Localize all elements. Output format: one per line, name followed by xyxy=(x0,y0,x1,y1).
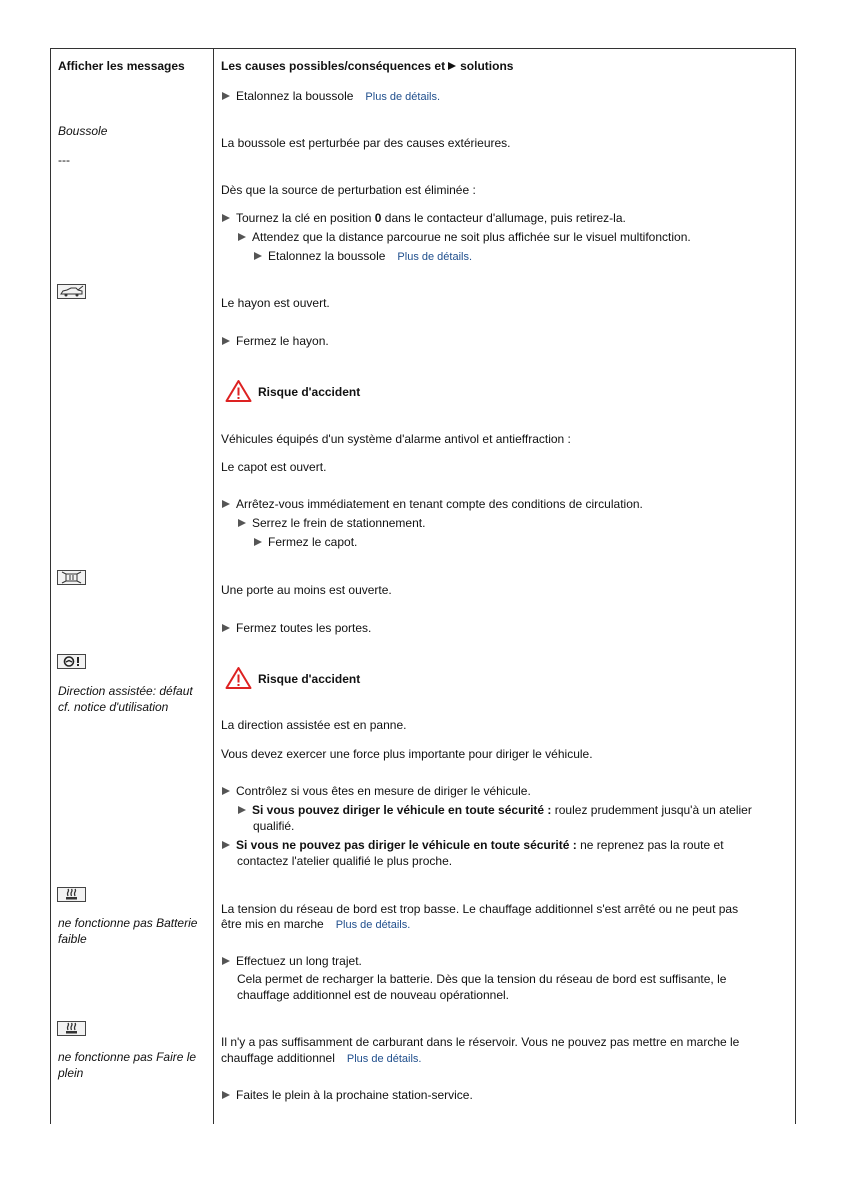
table-right-border xyxy=(795,48,796,1124)
step-stop xyxy=(222,497,643,511)
arrow-icon xyxy=(222,214,230,222)
cause-text-line: être mis en marche xyxy=(221,917,324,931)
arrow-icon xyxy=(222,1091,230,1099)
step-text: Tournez la clé en position xyxy=(236,211,375,225)
step-cannot-steer-cont: contactez l'atelier qualifié le plus proche. xyxy=(237,854,453,868)
steering-warning-icon xyxy=(57,654,86,669)
step-text: Arrêtez-vous immédiatement en tenant compte des conditions de circulation. xyxy=(236,497,643,511)
note-text: Cela permet de recharger la batterie. Dès que la tension du réseau de bord est suffisante, le xyxy=(237,972,727,986)
step-condition: Si vous pouvez diriger le véhicule en toute sécurité : xyxy=(252,803,552,817)
arrow-icon xyxy=(222,787,230,795)
details-link[interactable]: Plus de détails. xyxy=(397,251,473,263)
message-heater-battery: ne fonctionne pas Batterie xyxy=(58,916,198,930)
step-text: Fermez le hayon. xyxy=(236,334,329,348)
details-link[interactable]: Plus de détails. xyxy=(365,91,441,103)
step-calibrate-compass-2 xyxy=(254,249,472,264)
auxiliary-heater-icon xyxy=(57,1021,86,1036)
step-text: Attendez que la distance parcourue ne soit plus affichée sur le visuel multifonction. xyxy=(252,230,691,244)
step-text: Contrôlez si vous êtes en mesure de diriger le véhicule. xyxy=(236,784,531,798)
effect-text: Vous devez exercer une force plus importante pour diriger le véhicule. xyxy=(221,747,593,761)
step-text: ne reprenez pas la route et xyxy=(576,838,724,852)
header-left: Afficher les messages xyxy=(58,59,185,73)
step-wait xyxy=(238,230,691,244)
key-position: 0 xyxy=(374,211,382,225)
note-text-cont: chauffage additionnel est de nouveau opérationnel. xyxy=(237,988,509,1002)
cause-text-cont xyxy=(221,1051,422,1066)
step-can-steer-cont: qualifié. xyxy=(253,819,295,833)
step-text: Faites le plein à la prochaine station-service. xyxy=(236,1088,473,1102)
door-open-icon xyxy=(57,570,86,585)
step-turn-key xyxy=(222,211,626,225)
arrow-icon xyxy=(222,624,230,632)
cause-text-cont xyxy=(221,917,410,932)
cause-text-line: chauffage additionnel xyxy=(221,1051,335,1065)
warning-title: Risque d'accident xyxy=(258,672,361,686)
step-text: dans le contacteur d'allumage, puis retirez-la. xyxy=(381,211,626,225)
message-heater-fuel: ne fonctionne pas Faire le xyxy=(58,1050,197,1064)
step-text: Serrez le frein de stationnement. xyxy=(252,516,426,530)
arrow-icon xyxy=(222,500,230,508)
details-link[interactable]: Plus de détails. xyxy=(335,919,411,931)
auxiliary-heater-icon xyxy=(57,887,86,902)
arrow-icon xyxy=(448,62,456,70)
cause-text: La direction assistée est en panne. xyxy=(221,718,407,732)
hood-open-text: Le capot est ouvert. xyxy=(221,460,327,474)
step-text: Fermez toutes les portes. xyxy=(236,621,372,635)
header-right-solutions: solutions xyxy=(460,59,514,73)
warning-triangle-icon xyxy=(225,666,252,690)
arrow-icon xyxy=(238,233,246,241)
step-refuel xyxy=(222,1088,473,1102)
step-text: Fermez le capot. xyxy=(268,535,358,549)
warning-title: Risque d'accident xyxy=(258,385,361,399)
header-right xyxy=(221,59,513,73)
arrow-icon xyxy=(222,841,230,849)
step-text: Effectuez un long trajet. xyxy=(236,954,362,968)
step-parking-brake xyxy=(238,516,425,530)
header-right-text: Les causes possibles/conséquences et xyxy=(221,59,446,73)
message-power-steering: Direction assistée: défaut xyxy=(58,684,193,698)
step-text: roulez prudemment jusqu'à un atelier xyxy=(551,803,752,817)
table-column-divider xyxy=(213,48,214,1124)
cause-text: La tension du réseau de bord est trop basse. Le chauffage additionnel s'est arrêté ou ne peut pas xyxy=(221,902,739,916)
arrow-icon xyxy=(222,337,230,345)
step-close-doors xyxy=(222,621,371,635)
message-compass-dashes: --- xyxy=(58,153,70,167)
step-check-steering xyxy=(222,784,531,798)
step-close-hood xyxy=(254,535,357,549)
step-text: Etalonnez la boussole xyxy=(268,249,386,263)
warning-triangle-icon xyxy=(225,379,252,403)
table-top-border xyxy=(50,48,796,49)
step-long-drive xyxy=(222,954,362,968)
table-left-border xyxy=(50,48,51,1124)
message-heater-battery-2: faible xyxy=(58,932,87,946)
step-text: Etalonnez la boussole xyxy=(236,89,354,103)
message-compass: Boussole xyxy=(58,124,108,138)
cause-text: Le hayon est ouvert. xyxy=(221,296,330,310)
arrow-icon xyxy=(222,92,230,100)
arrow-icon xyxy=(238,806,246,814)
arrow-icon xyxy=(222,957,230,965)
cause-text: Il n'y a pas suffisamment de carburant dans le réservoir. Vous ne pouvez pas mettre en marche le xyxy=(221,1035,740,1049)
message-heater-fuel-2: plein xyxy=(58,1066,84,1080)
step-condition: Si vous ne pouvez pas diriger le véhicule en toute sécurité : xyxy=(236,838,577,852)
arrow-icon xyxy=(254,538,262,546)
step-close-trunk xyxy=(222,334,329,348)
step-cannot-steer xyxy=(222,838,724,852)
arrow-icon xyxy=(254,252,262,260)
cause-text: La boussole est perturbée par des causes extérieures. xyxy=(221,136,511,150)
vehicles-text: Véhicules équipés d'un système d'alarme antivol et antieffraction : xyxy=(221,432,571,446)
condition-text: Dès que la source de perturbation est éliminée : xyxy=(221,183,476,197)
arrow-icon xyxy=(238,519,246,527)
cause-text: Une porte au moins est ouverte. xyxy=(221,583,392,597)
details-link[interactable]: Plus de détails. xyxy=(346,1053,422,1065)
trunk-open-icon xyxy=(57,284,86,299)
message-power-steering-2: cf. notice d'utilisation xyxy=(58,700,169,714)
step-calibrate-compass xyxy=(222,89,440,104)
step-can-steer xyxy=(238,803,752,817)
